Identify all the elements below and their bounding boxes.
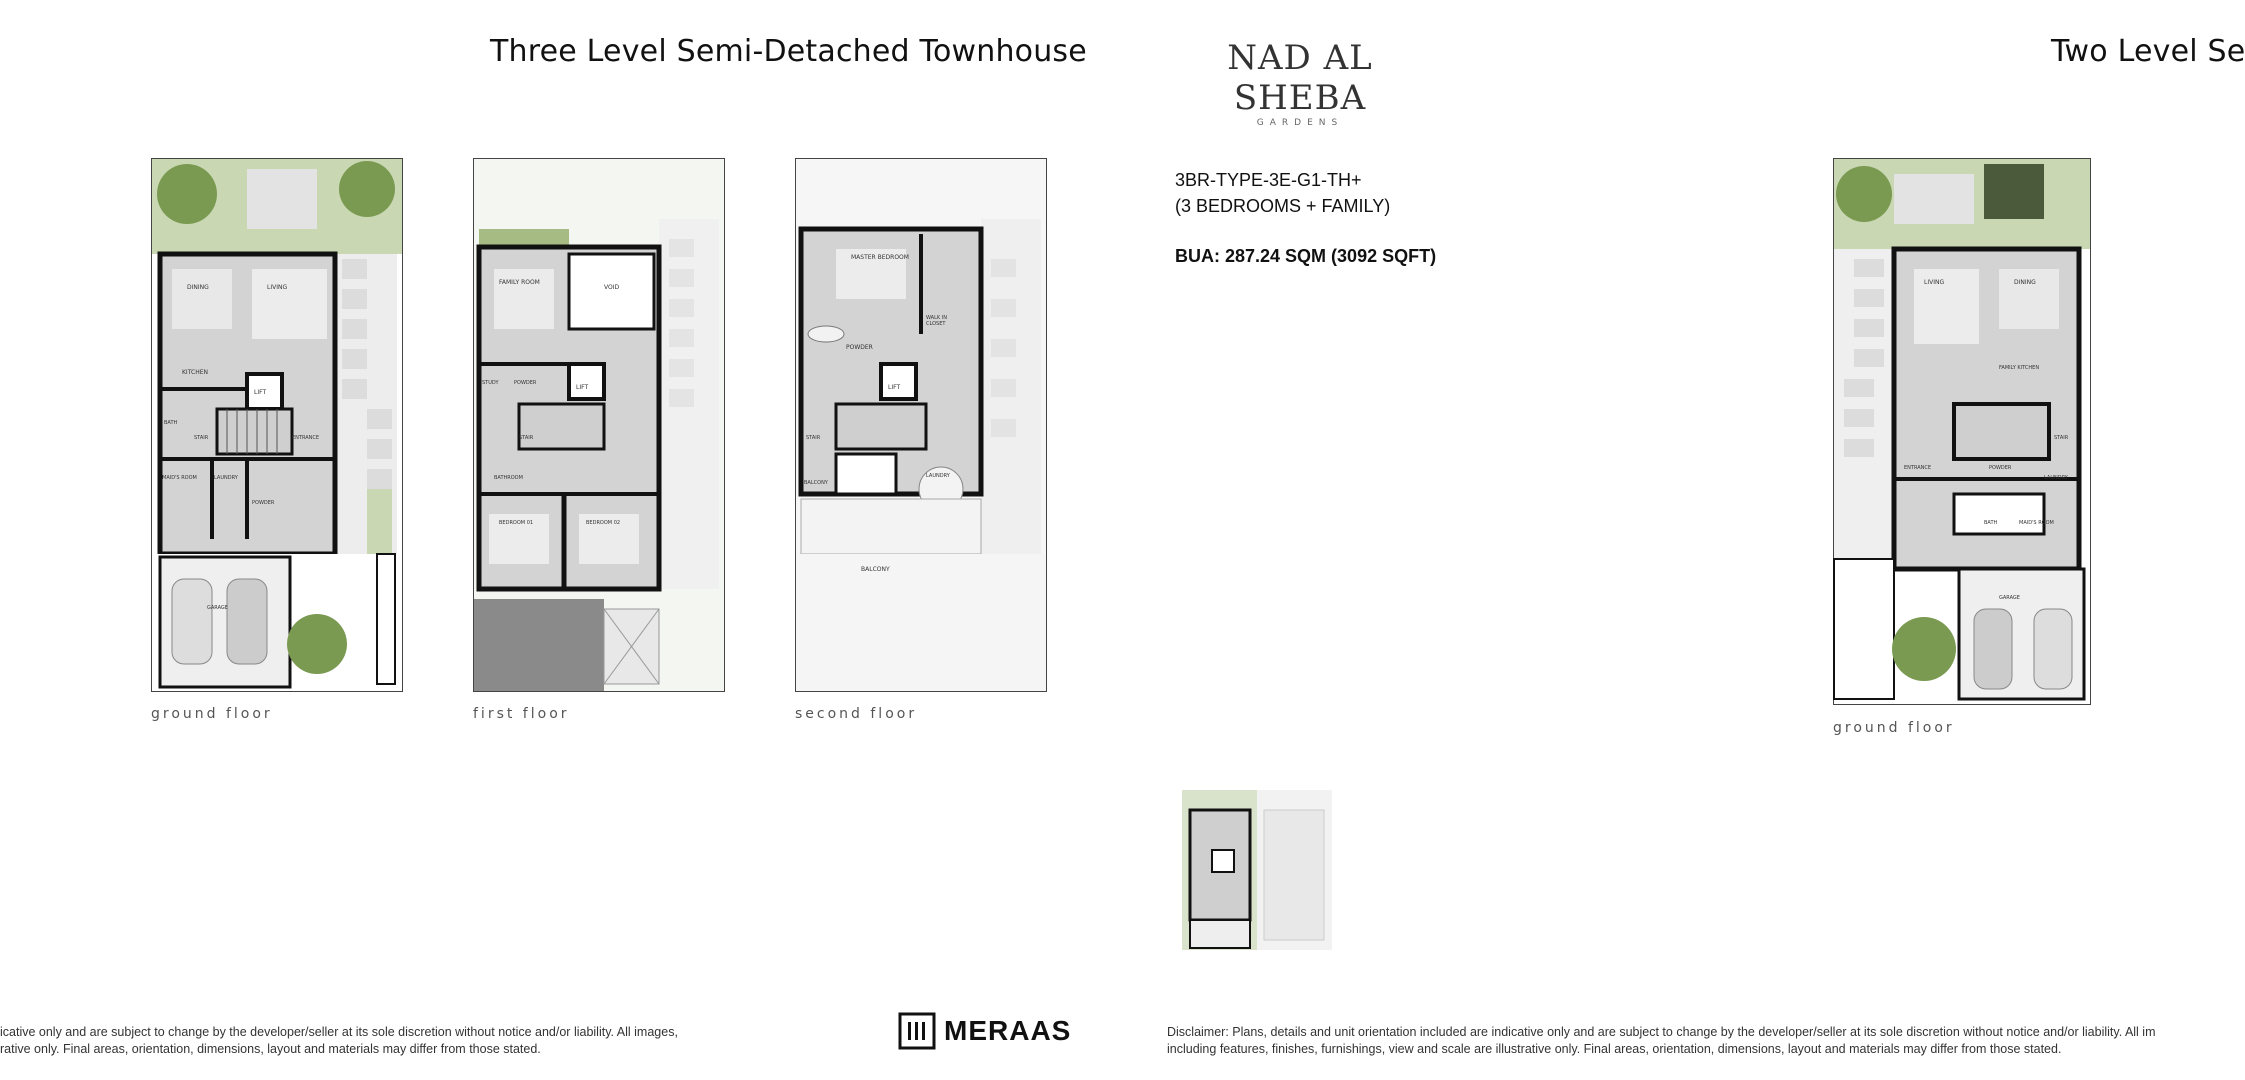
left-disclaimer [0,1024,678,1058]
right-floor-label-ground: ground floor [1833,720,1955,736]
unit-type [1175,167,1390,219]
svg-text:LIFT: LIFT [576,384,589,391]
svg-text:MAID'S ROOM: MAID'S ROOM [2019,520,2054,526]
floor-label-ground: ground floor [151,706,273,722]
svg-text:MASTER BEDROOM: MASTER BEDROOM [851,254,909,261]
svg-text:ENTRANCE: ENTRANCE [292,435,320,441]
svg-text:BATHROOM: BATHROOM [494,475,523,481]
floor-label-second: second floor [795,706,918,722]
right-ground-floor-plan [1833,158,2091,705]
meraas-mark-icon [898,1012,936,1050]
svg-text:BATH: BATH [164,420,178,426]
bua-area: BUA: 287.24 SQM (3092 SQFT) [1175,246,1437,266]
unit-type-code: 3BR-TYPE-3E-G1-TH+ [1175,170,1362,190]
svg-text:STAIR: STAIR [194,435,209,441]
left-disclaimer-line2: rative only. Final areas, orientation, dimensions, layout and materials may differ from those stated. [0,1042,541,1056]
left-page-title: Three Level Semi-Detached Townhouse [490,34,1087,69]
svg-text:LAUNDRY: LAUNDRY [2044,475,2068,481]
brand-subtitle: GARDENS [1256,118,1344,128]
svg-text:STUDY: STUDY [482,380,499,386]
meraas-wordmark: MERAAS [944,1015,1072,1046]
svg-text:POWDER: POWDER [846,344,873,351]
svg-text:MAID'S ROOM: MAID'S ROOM [162,475,197,481]
right-disclaimer [1167,1024,2156,1058]
right-disclaimer-line2: including features, finishes, furnishings, view and scale are illustrative only. Final areas, orientation, dimensions, layout and materials may differ from those stated. [1167,1042,2062,1056]
svg-text:LIVING: LIVING [1924,279,1945,286]
svg-text:VOID: VOID [604,284,620,291]
svg-text:FAMILY KITCHEN: FAMILY KITCHEN [1999,365,2040,371]
brand-name: NAD AL SHEBA [1227,38,1373,118]
svg-text:LAUNDRY: LAUNDRY [926,473,950,479]
svg-text:BALCONY: BALCONY [804,480,828,486]
svg-text:POWDER: POWDER [514,380,537,386]
svg-text:CLOSET: CLOSET [926,321,946,327]
svg-text:LIVING: LIVING [267,284,288,291]
svg-text:STAIR: STAIR [2054,435,2069,441]
svg-text:GARAGE: GARAGE [1999,595,2020,601]
tree-icon [157,164,217,224]
svg-text:BATH: BATH [1984,520,1998,526]
svg-text:DINING: DINING [2014,279,2036,286]
svg-text:BEDROOM 02: BEDROOM 02 [586,520,621,526]
svg-text:POWDER: POWDER [252,500,275,506]
second-floor-plan [795,158,1047,692]
svg-text:GARAGE: GARAGE [207,605,228,611]
right-disclaimer-line1: Disclaimer: Plans, details and unit orientation included are indicative only and are subject to change by the developer/seller at its sole discretion without notice and/or liability. All im [1167,1025,2156,1039]
left-disclaimer-line1: icative only and are subject to change by the developer/seller at its sole discretion without notice and/or liability. All images, [0,1025,678,1039]
meraas-logo [898,1012,1071,1050]
svg-text:FAMILY ROOM: FAMILY ROOM [499,279,540,286]
svg-text:KITCHEN: KITCHEN [182,369,208,376]
first-floor-plan [473,158,725,692]
svg-text:LAUNDRY: LAUNDRY [214,475,238,481]
svg-text:BALCONY: BALCONY [861,566,890,573]
svg-text:STAIR: STAIR [806,435,821,441]
room-label: DINING [187,284,209,291]
ground-floor-plan [151,158,403,692]
svg-text:LIFT: LIFT [254,389,267,396]
svg-text:POWDER: POWDER [1989,465,2012,471]
svg-text:WALK IN: WALK IN [926,315,947,321]
svg-text:LIFT: LIFT [888,384,901,391]
right-page-title: Two Level Se [2051,34,2245,69]
unit-type-bedrooms: (3 BEDROOMS + FAMILY) [1175,196,1391,216]
floor-label-first: first floor [473,706,570,722]
svg-text:ENTRANCE: ENTRANCE [1904,465,1932,471]
svg-text:BEDROOM 01: BEDROOM 01 [499,520,534,526]
key-plan-thumbnail [1182,790,1332,950]
svg-text:STAIR: STAIR [519,435,534,441]
brand-logo [1175,38,1425,128]
